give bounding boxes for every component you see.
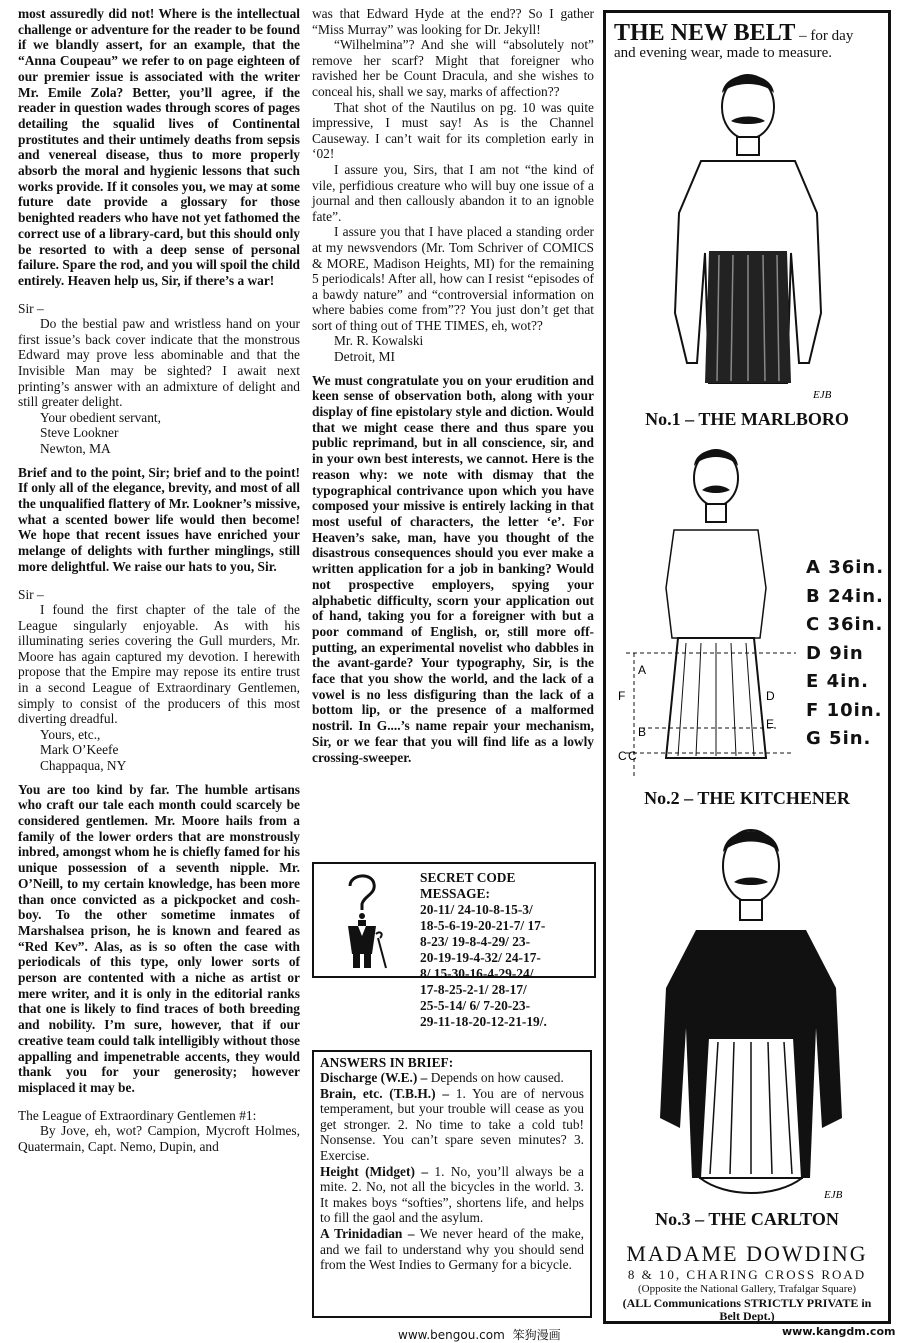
artist-signature: EJB — [824, 1189, 843, 1201]
model-name: No.2 – THE KITCHENER — [644, 788, 850, 808]
letter-heading: The League of Extraordinary Gentlemen #1: — [18, 1107, 257, 1123]
footer-watermark: www.kangdm.com — [782, 1325, 896, 1338]
letter-body: I assure you that I have placed a standing order at my newsvendors (Mr. Tom Schriver of COMICS & MORE, Madison Heights, MI) for the remaining 5 periodicals! After all, how can I resist “episodes of a bawdy nature” and “controversial information on where babies come from”?? You just don’t get that sort of thing out of THE TIMES, eh, wot?? — [312, 224, 594, 333]
letter-body: By Jove, eh, wot? Campion, Mycroft Holmes, Quatermain, Capt. Nemo, Dupin, and — [18, 1123, 300, 1154]
letter-body: That shot of the Nautilus on pg. 10 was quite impressive, I must say! As is the Channel Causeway. I can’t wait for its completion early in ‘02! — [312, 99, 594, 162]
privacy-notice: (ALL Communications STRICTLY PRIVATE in Belt Dept.) — [622, 1296, 872, 1323]
answer-item: Brain, etc. (T.B.H.) – 1. You are of nervous temperament, but your trouble will cease as you get stronger. 2. No time to take a cold tub! Nonsense. You can’t spare seven minutes? 3. Exercise. — [320, 1085, 584, 1163]
secret-code-line: 25-5-14/ 6/ 7-20-23- — [420, 998, 531, 1013]
measurement-list: A 36in. B 24in. C 36in. D 9in E 4in. F 10in. G 5in. — [806, 557, 885, 749]
kitchener-corset-diagram — [616, 438, 806, 783]
letter-salutation: Sir – — [18, 586, 44, 602]
advert-subtitle: and evening wear, made to measure. — [614, 45, 833, 61]
maker-address: 8 & 10, CHARING CROSS ROAD — [627, 1267, 867, 1282]
letter-signature: Yours, etc., Mark O’Keefe Chappaqua, NY — [40, 726, 127, 774]
secret-code-title: SECRET CODE — [420, 870, 516, 885]
secret-code-line: 29-11-18-20-12-21-19/. — [420, 1014, 547, 1029]
carlton-corset-illustration — [646, 818, 856, 1208]
answer-item: Discharge (W.E.) – Depends on how caused. — [320, 1070, 564, 1085]
maker-name: MADAME DOWDING — [626, 1241, 868, 1266]
diagram-label-c: C — [618, 749, 627, 763]
gentleman-question-mark-illustration — [322, 868, 402, 972]
letter-body: Do the bestial paw and wristless hand on your first issue’s back cover indicate that the monstrous Edward may prove less abominable and that the Invisible Man may be sighted? I await next printing’s answer with an admixture of delight and still greater delight. — [18, 316, 300, 410]
diagram-label-f: F — [618, 689, 626, 703]
answer-item: Height (Midget) – 1. No, you’ll always be a mite. 2. No, not all the bicycles in the world. 3. It makes boys “softies”, shortens life, and helps to fill the gaol and the asylum. — [320, 1163, 584, 1226]
advert-title: THE NEW BELT – for day — [614, 20, 854, 46]
diagram-label-a: A — [638, 663, 647, 677]
answers-heading: ANSWERS IN BRIEF: — [320, 1055, 454, 1070]
secret-code-line: 20-19-19-4-32/ 24-17- — [420, 950, 541, 965]
address-note: (Opposite the National Gallery, Trafalgar Square) — [637, 1283, 856, 1295]
artist-signature: EJB — [813, 389, 832, 401]
diagram-label-b: B — [638, 725, 647, 739]
letter-signature: Mr. R. Kowalski Detroit, MI — [334, 333, 424, 365]
secret-code-line: 18-5-6-19-20-21-7/ 17- — [420, 918, 546, 933]
secret-code-title: MESSAGE: — [420, 886, 490, 901]
footer-watermark: www.bengou.com 笨狗漫画 — [398, 1328, 561, 1342]
new-belt-advertisement — [603, 10, 891, 1324]
secret-code-line: 20-11/ 24-10-8-15-3/ — [420, 902, 533, 917]
marlboro-corset-illustration — [641, 63, 856, 408]
answers-in-brief-box — [312, 1050, 592, 1318]
letter-salutation: Sir – — [18, 300, 44, 316]
editor-reply: You are too kind by far. The humble artisans who craft our tale each month could scarcely be considered gentlemen. Mr. Moore hails from a family of the lower orders that are monstrously inbred, amongst whom he is chiefly famed for his unique possession of a seventh nipple. Mr. O’Neill, to my certain knowledge, has been more than once convicted as a pickpocket and cosh-boy. To the other sometime inmates of Marshalsea prison, he is known and feared as “Red Kev”. Alas, as is so often the case with periodicals of this type, only lower sorts of person are contented with a niche as artist or mere writer, and it is only in the editorial ranks that one is likely to find traces of both breeding and nobility. I’m sure, however, that if our creative team could talk intelligibly without those appalling and impenetrable accents, they would thank you for your generosity; however misplaced it may be. — [18, 781, 300, 1095]
diagram-label-e: E — [766, 717, 775, 731]
secret-code-line: 8-23/ 19-8-4-29/ 23- — [420, 934, 531, 949]
letter-body: I found the first chapter of the tale of the League singularly enjoyable. As with his illuminating series covering the Gull murders, Mr. Moore has again captured my devotion. I herewith propose that the Empire may repose its entire trust in a second League of Extraordinary Gentlemen, simply to consist of the producers of this most diverting dreadful. — [18, 602, 300, 727]
letter-body: was that Edward Hyde at the end?? So I gather “Miss Murray” was looking for Dr. Jekyll! — [312, 6, 594, 37]
model-name: No.1 – THE MARLBORO — [645, 409, 849, 429]
editor-reply: Brief and to the point, Sir; brief and to the point! If only all of the elegance, brevity, and most of all the unqualified flattery of Mr. Lookner’s missive, what a scented bower life would then become! We hope that recent issues have enriched your melange of delights with further minglings, still more delightful. We raise our hats to you, Sir. — [18, 464, 300, 574]
diagram-label-g: C — [628, 749, 637, 763]
editor-reply: most assuredly did not! Where is the intellectual challenge or adventure for the reader to be found if we blandly assert, for an example, that the “Anna Coupeau” we refer to on page eighteen of our premier issue is associated with the writer Mr. Emile Zola? Better, you’ll agree, if the reader in question wades through scores of pages detailing the squalid lives of Continental prostitutes and their untimely deaths from sepsis and venereal disease, thus to more properly absorb the moral and hygienic lessons that such works provide. If it consoles you, we may at some future date provide a glossary for those benighted readers who have not yet fathomed the correct use of a library-card, but this should only be resorted to with a deep sense of personal failure. Spare the rod, and you will spoil the child entirely. Heaven help us, Sir, if there’s a war! — [18, 6, 300, 288]
letter-body: “Wilhelmina”? And she will “absolutely not” remove her scarf? Might that foreigner who ravished her be Count Dracula, and she wishes to conceal his, shall we say, marks of affection?? — [312, 37, 594, 99]
secret-code-line: 8/ 15-30-16-4-29-24/ — [420, 966, 534, 981]
column-middle — [312, 6, 594, 765]
secret-code-line: 17-8-25-2-1/ 28-17/ — [420, 982, 527, 997]
model-name: No.3 – THE CARLTON — [655, 1209, 839, 1229]
editor-reply: We must congratulate you on your erudition and keen sense of observation both, along with your display of fine epistolary style and diction. Would that we might cease there and thus spare you public reprimand, but in all conscience, sir, and in your own best interests, we cannot. Here is the reason why: we note with dismay that the typographical contrivance upon which you have composed your missive is entirely lacking in that most useful of characters, the letter ‘e’. For Heaven’s sake, man, have you thought of the disastrous consequences should you ever make a written application for a job in banking? Would not prospective employers, spying your alphabetic difficulty, scorn your application out of hand, taking you for a foreigner with but a poor command of English, or, still more off-putting, an experimental novelist who dabbles in the avant-garde? Your typography, Sir, is the face that you show the world, and the lack of a vowel is no less disfiguring than the lack of a bottom lip, or the presence of a malformed nostril. In G....’s name repair your mechanism, Sir, or we fear that you will find life as a lowly crossing-sweeper. — [312, 372, 594, 765]
column-left — [18, 6, 300, 1154]
letter-signature: Your obedient servant, Steve Lookner Newton, MA — [40, 409, 161, 456]
answer-item: A Trinidadian – We never heard of the make, and we fail to understand why you should send from the West Indies to Germany for a bicycle. — [320, 1225, 584, 1273]
diagram-label-d: D — [766, 689, 775, 703]
secret-code-box — [312, 862, 596, 1029]
letter-body: I assure you, Sirs, that I am not “the kind of vile, perfidious creature who will buy one issue of a journal and then callously abandon it to an ignoble fate”. — [312, 161, 594, 224]
